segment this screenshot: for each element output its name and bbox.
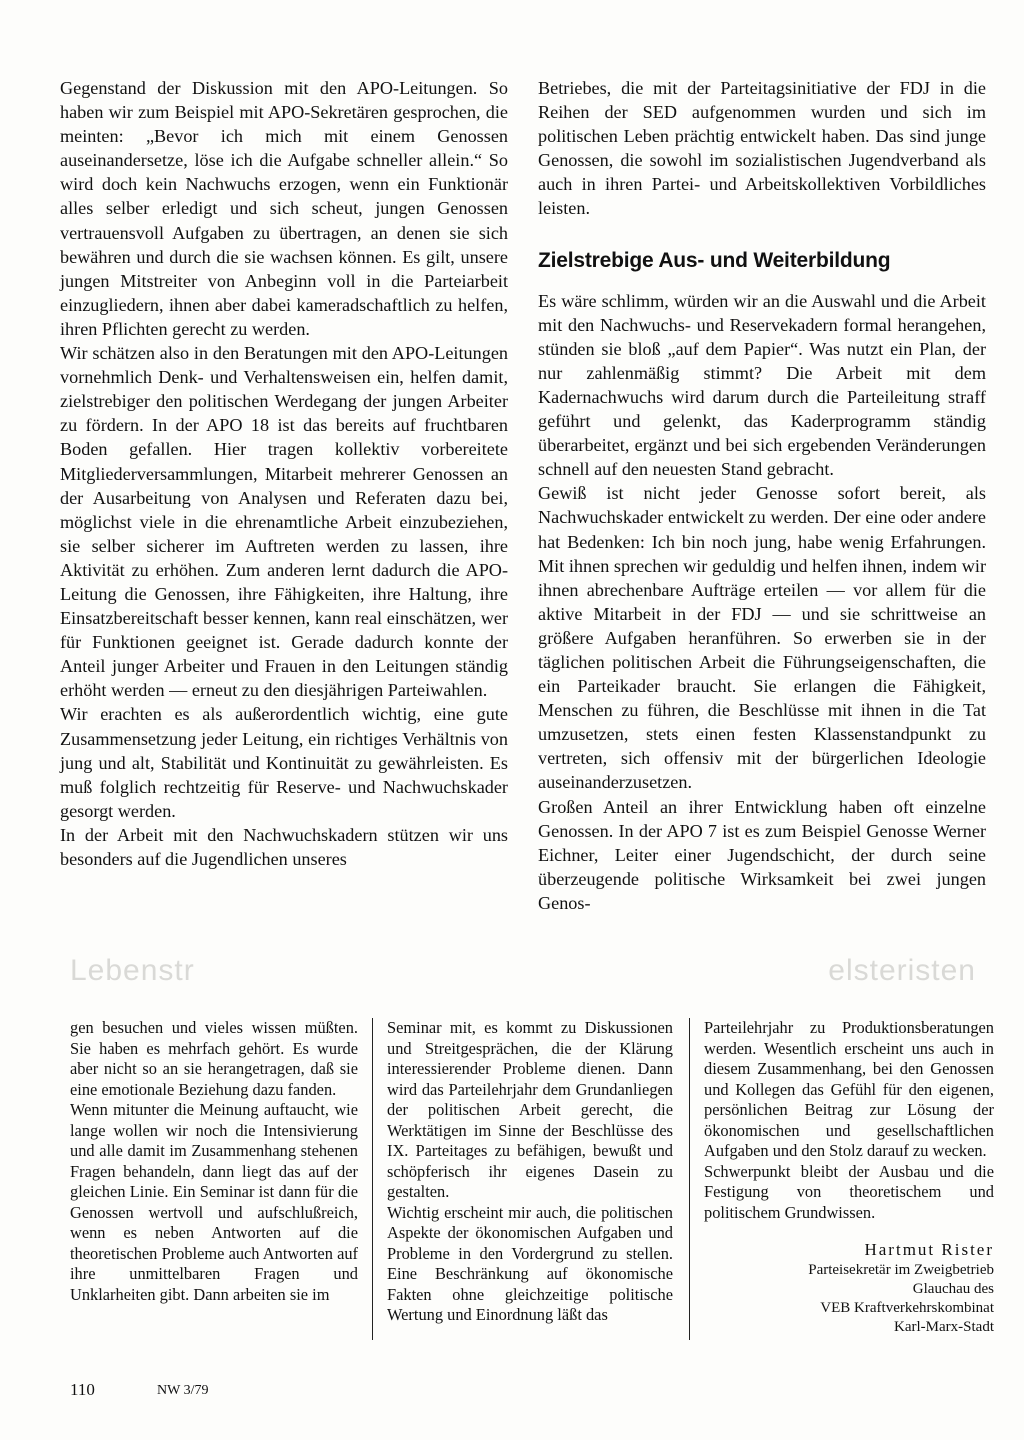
show-through-right: elsteristen — [828, 954, 976, 987]
paragraph: Gewiß ist nicht jeder Genosse sofort bereit, als Nachwuchskader entwickelt zu werden. Der eine oder andere hat Bedenken: Ich bin noch jung, habe wenig Erfahrungen. Mit ihnen sprechen wir geduldig und helfen ihnen, indem wir ihnen abrechenbare Aufträge erteilen — vor allem für die aktive Mitarbeit in der FDJ — und sie schrittweise an größere Aufgaben heranführen. So erwerben sie in der täglichen politischen Arbeit die Führungseigenschaften, die ein Parteikader braucht. Sie erlangen die Fähigkeit, Menschen zu führen, die Beschlüsse mit ihnen in die Tat umzusetzen, stets einen festen Klassenstandpunkt zu vertreten, sich offensiv mit der bürgerlichen Ideologie auseinanderzusetzen. — [538, 483, 986, 793]
paragraph: In der Arbeit mit den Nachwuchskadern stützen wir uns besonders auf die Jugendlichen unseres — [60, 824, 508, 869]
page-number: 110 — [70, 1380, 95, 1399]
paragraph: Es wäre schlimm, würden wir an die Auswahl und die Arbeit mit den Nachwuchs- und Reservekadern formal herangehen, stünden sie bloß „auf dem Papier“. Was nutzt ein Plan, der nur zahlenmäßig stimmt? Die Arbeit mit dem Kadernachwuchs wird darum durch die Parteileitung straff geführt und gelenkt, das Kaderprogramm ständig überarbeitet, ergänzt und bei sich ergebenden Veränderungen schnell auf den neuesten Stand gebracht. — [538, 290, 986, 480]
paragraph: Parteilehrjahr zu Produktionsberatungen werden. Wesentlich erscheint uns auch in diesem Zusammenhang, bei den Genossen und Kollegen das Gefühl für den eigenen, persönlichen Beitrag zur Lösung der ökonomischen und gesellschaftlichen Aufgaben und den Stolz darauf zu wecken. — [704, 1018, 994, 1160]
paragraph: Großen Anteil an ihrer Entwicklung haben oft einzelne Genossen. In der APO 7 ist es zum Beispiel Genosse Werner Eichner, Leiter einer Jugendschicht, der durch seine überzeugende politische Wirksamkeit bei zwei jungen Genos- — [538, 796, 986, 913]
paragraph: Wichtig erscheint mir auch, die politischen Aspekte der ökonomischen Aufgaben und Probleme in den Vordergrund zu stellen. Eine Beschränkung auf ökonomische Fakten ohne gleichzeitige politische Wertung und Einordnung läßt das — [387, 1202, 673, 1324]
author-title: Parteisekretär im Zweigbetrieb — [808, 1262, 994, 1278]
column-divider — [689, 1018, 690, 1340]
article-column-bottom-1 — [70, 1018, 358, 1305]
show-through-text — [66, 952, 1006, 988]
paragraph: Wir schätzen also in den Beratungen mit den APO-Leitungen vornehmlich Denk- und Verhaltensweisen ein, helfen damit, zielstrebiger den politischen Werdegang der jungen Arbeiter zu fördern. In der APO 18 ist das bereits auf fruchtbaren Boden gefallen. Hier tragen kollektiv vorbereitete Mitgliederversammlungen, Mitarbeit mehrerer Genossen an der Ausarbeitung von Analysen und Referaten dazu bei, möglichst viele in die ehrenamtliche Arbeit einzubeziehen, sie selber sicherer im Auftreten werden zu lassen, ihre Aktivität zu erhöhen. Zum anderen lernt dadurch die APO-Leitung die Genossen, ihre Fähigkeiten, ihre Haltung, ihre Einsatzbereitschaft besser kennen, kann real einschätzen, wer für Funktionen geeignet ist. Gerade dadurch konnte der Anteil junger Arbeiter und Frauen in den Leitungen ständig erhöht werden — erneut zu den diesjährigen Parteiwahlen. — [60, 343, 508, 701]
author-title: Glauchau des — [912, 1281, 994, 1297]
article-column-bottom-3 — [704, 1018, 994, 1337]
paragraph: Wenn mitunter die Meinung auftaucht, wie lange wollen wir noch die Intensivierung und alle damit im Zusammenhang stehenen Fragen behandeln, dann liegt das auf der gleichen Linie. Ein Seminar ist dann für die Genossen wertvoll und aufschlußreich, wenn es neben Antworten auf die theoretischen Probleme auch Antworten auf ihre unmittelbaren Fragen und Unklarheiten gibt. Dann arbeiten sie im — [70, 1100, 358, 1304]
show-through-left: Lebenstr — [70, 954, 195, 987]
paragraph: Seminar mit, es kommt zu Diskussionen und Streitgesprächen, die der Klärung interessierender Probleme dienen. Dann wird das Parteilehrjahr dem Grundanliegen der politischen Arbeit gerecht, die Werktätigen im Sinne der Beschlüsse des IX. Parteitages zu befähigen, bewußt und schöpferisch ihr eigenes Dasein zu gestalten. — [387, 1018, 673, 1201]
paragraph: gen besuchen und vieles wissen müßten. Sie haben es mehrfach gehört. Es wurde aber nicht so an sie herangetragen, daß sie eine emotionale Beziehung dazu fanden. — [70, 1018, 358, 1099]
paragraph: Gegenstand der Diskussion mit den APO-Leitungen. So haben wir zum Beispiel mit APO-Sekretären gesprochen, die meinten: „Bevor ich mich mit einem Genossen auseinandersetze, löse ich die Aufgabe schneller allein.“ So wird doch kein Nachwuchs erzogen, wenn ein Funktionär alles selber erledigt und sich scheut, jungen Genossen vertrauensvoll Aufgaben zu übertragen, an denen sie sich bewähren und durch die sie wachsen können. Es gilt, unsere jungen Mitstreiter von Anbeginn voll in die Parteiarbeit einzugliedern, ihnen aber dabei kameradschaftlich zu helfen, ihren Pflichten gerecht zu werden. — [60, 78, 508, 339]
article-column-top-left — [60, 76, 508, 871]
paragraph: Schwerpunkt bleibt der Ausbau und die Festigung von theoretischem und politischem Grundwissen. — [704, 1161, 994, 1222]
author-name: Hartmut Rister — [864, 1240, 994, 1259]
section-heading: Zielstrebige Aus- und Weiterbildung — [538, 248, 891, 272]
author-title: VEB Kraftverkehrskombinat — [820, 1300, 994, 1316]
author-signature — [704, 1239, 994, 1337]
journal-issue: NW 3/79 — [157, 1383, 209, 1398]
column-divider — [372, 1018, 373, 1340]
author-title: Karl-Marx-Stadt — [894, 1319, 994, 1335]
paragraph: Betriebes, die mit der Parteitagsinitiative der FDJ in die Reihen der SED aufgenommen wurden und sich im politischen Leben prächtig entwickelt haben. Das sind junge Genossen, die sowohl im sozialistischen Jugendverband als auch in ihren Partei- und Arbeitskollektiven Vorbildliches leisten. — [538, 78, 986, 219]
paragraph: Wir erachten es als außerordentlich wichtig, eine gute Zusammensetzung jeder Leitung, ein richtiges Verhältnis von jung und alt, Stabilität und Kontinuität zu gewährleisten. Es muß folglich rechtzeitig für Reserve- und Nachwuchskader gesorgt werden. — [60, 704, 508, 821]
article-column-top-right — [538, 76, 986, 915]
article-column-bottom-2 — [387, 1018, 673, 1326]
